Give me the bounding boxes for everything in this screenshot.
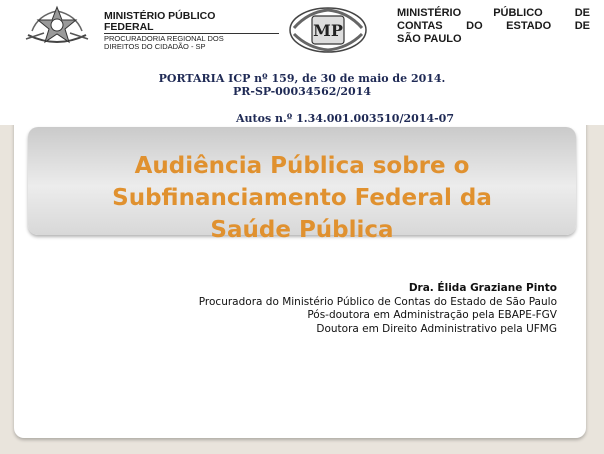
mp-logo-text: MP (313, 21, 343, 40)
pr-number: PR-SP-00034562/2014 (232, 85, 372, 98)
autos-number: Autos n.º 1.34.001.003510/2014-07 (236, 112, 454, 125)
mpf-subtitle (104, 33, 279, 51)
author-role3: Doutora em Direito Administrativo pela UFMG (316, 322, 557, 335)
title-line3: Saúde Pública (210, 217, 394, 243)
brazil-coat-of-arms-icon (24, 5, 90, 47)
mpc-line1: MINISTÉRIO PÚBLICO DE (397, 7, 590, 19)
mpf-sub-line2: DIREITOS DO CIDADÃO - SP (104, 42, 206, 51)
slide-header (0, 0, 604, 125)
mpc-line2: CONTAS DO ESTADO DE (397, 20, 590, 32)
mpf-sub-line1: PROCURADORIA REGIONAL DOS (104, 34, 224, 43)
mpf-name (104, 11, 274, 33)
author-block (199, 282, 557, 336)
mpf-name-line1: MINISTÉRIO PÚBLICO (104, 10, 216, 22)
author-name: Dra. Élida Graziane Pinto (408, 282, 557, 294)
author-role1: Procuradora do Ministério Público de Contas do Estado de São Paulo (198, 295, 557, 308)
portaria-text: PORTARIA ICP nº 159, de 30 de maio de 2014. (158, 72, 446, 85)
mpc-name (397, 7, 590, 46)
title-line1: Audiência Pública sobre o (134, 153, 470, 179)
slide-title (0, 150, 604, 246)
mpf-name-line2: FEDERAL (104, 21, 154, 33)
title-line2: Subfinanciamento Federal da (112, 185, 492, 211)
mp-logo-icon (288, 6, 368, 54)
author-role2: Pós-doutora em Administração pela EBAPE-FGV (307, 309, 557, 321)
mpc-line3: SÃO PAULO (397, 33, 462, 45)
